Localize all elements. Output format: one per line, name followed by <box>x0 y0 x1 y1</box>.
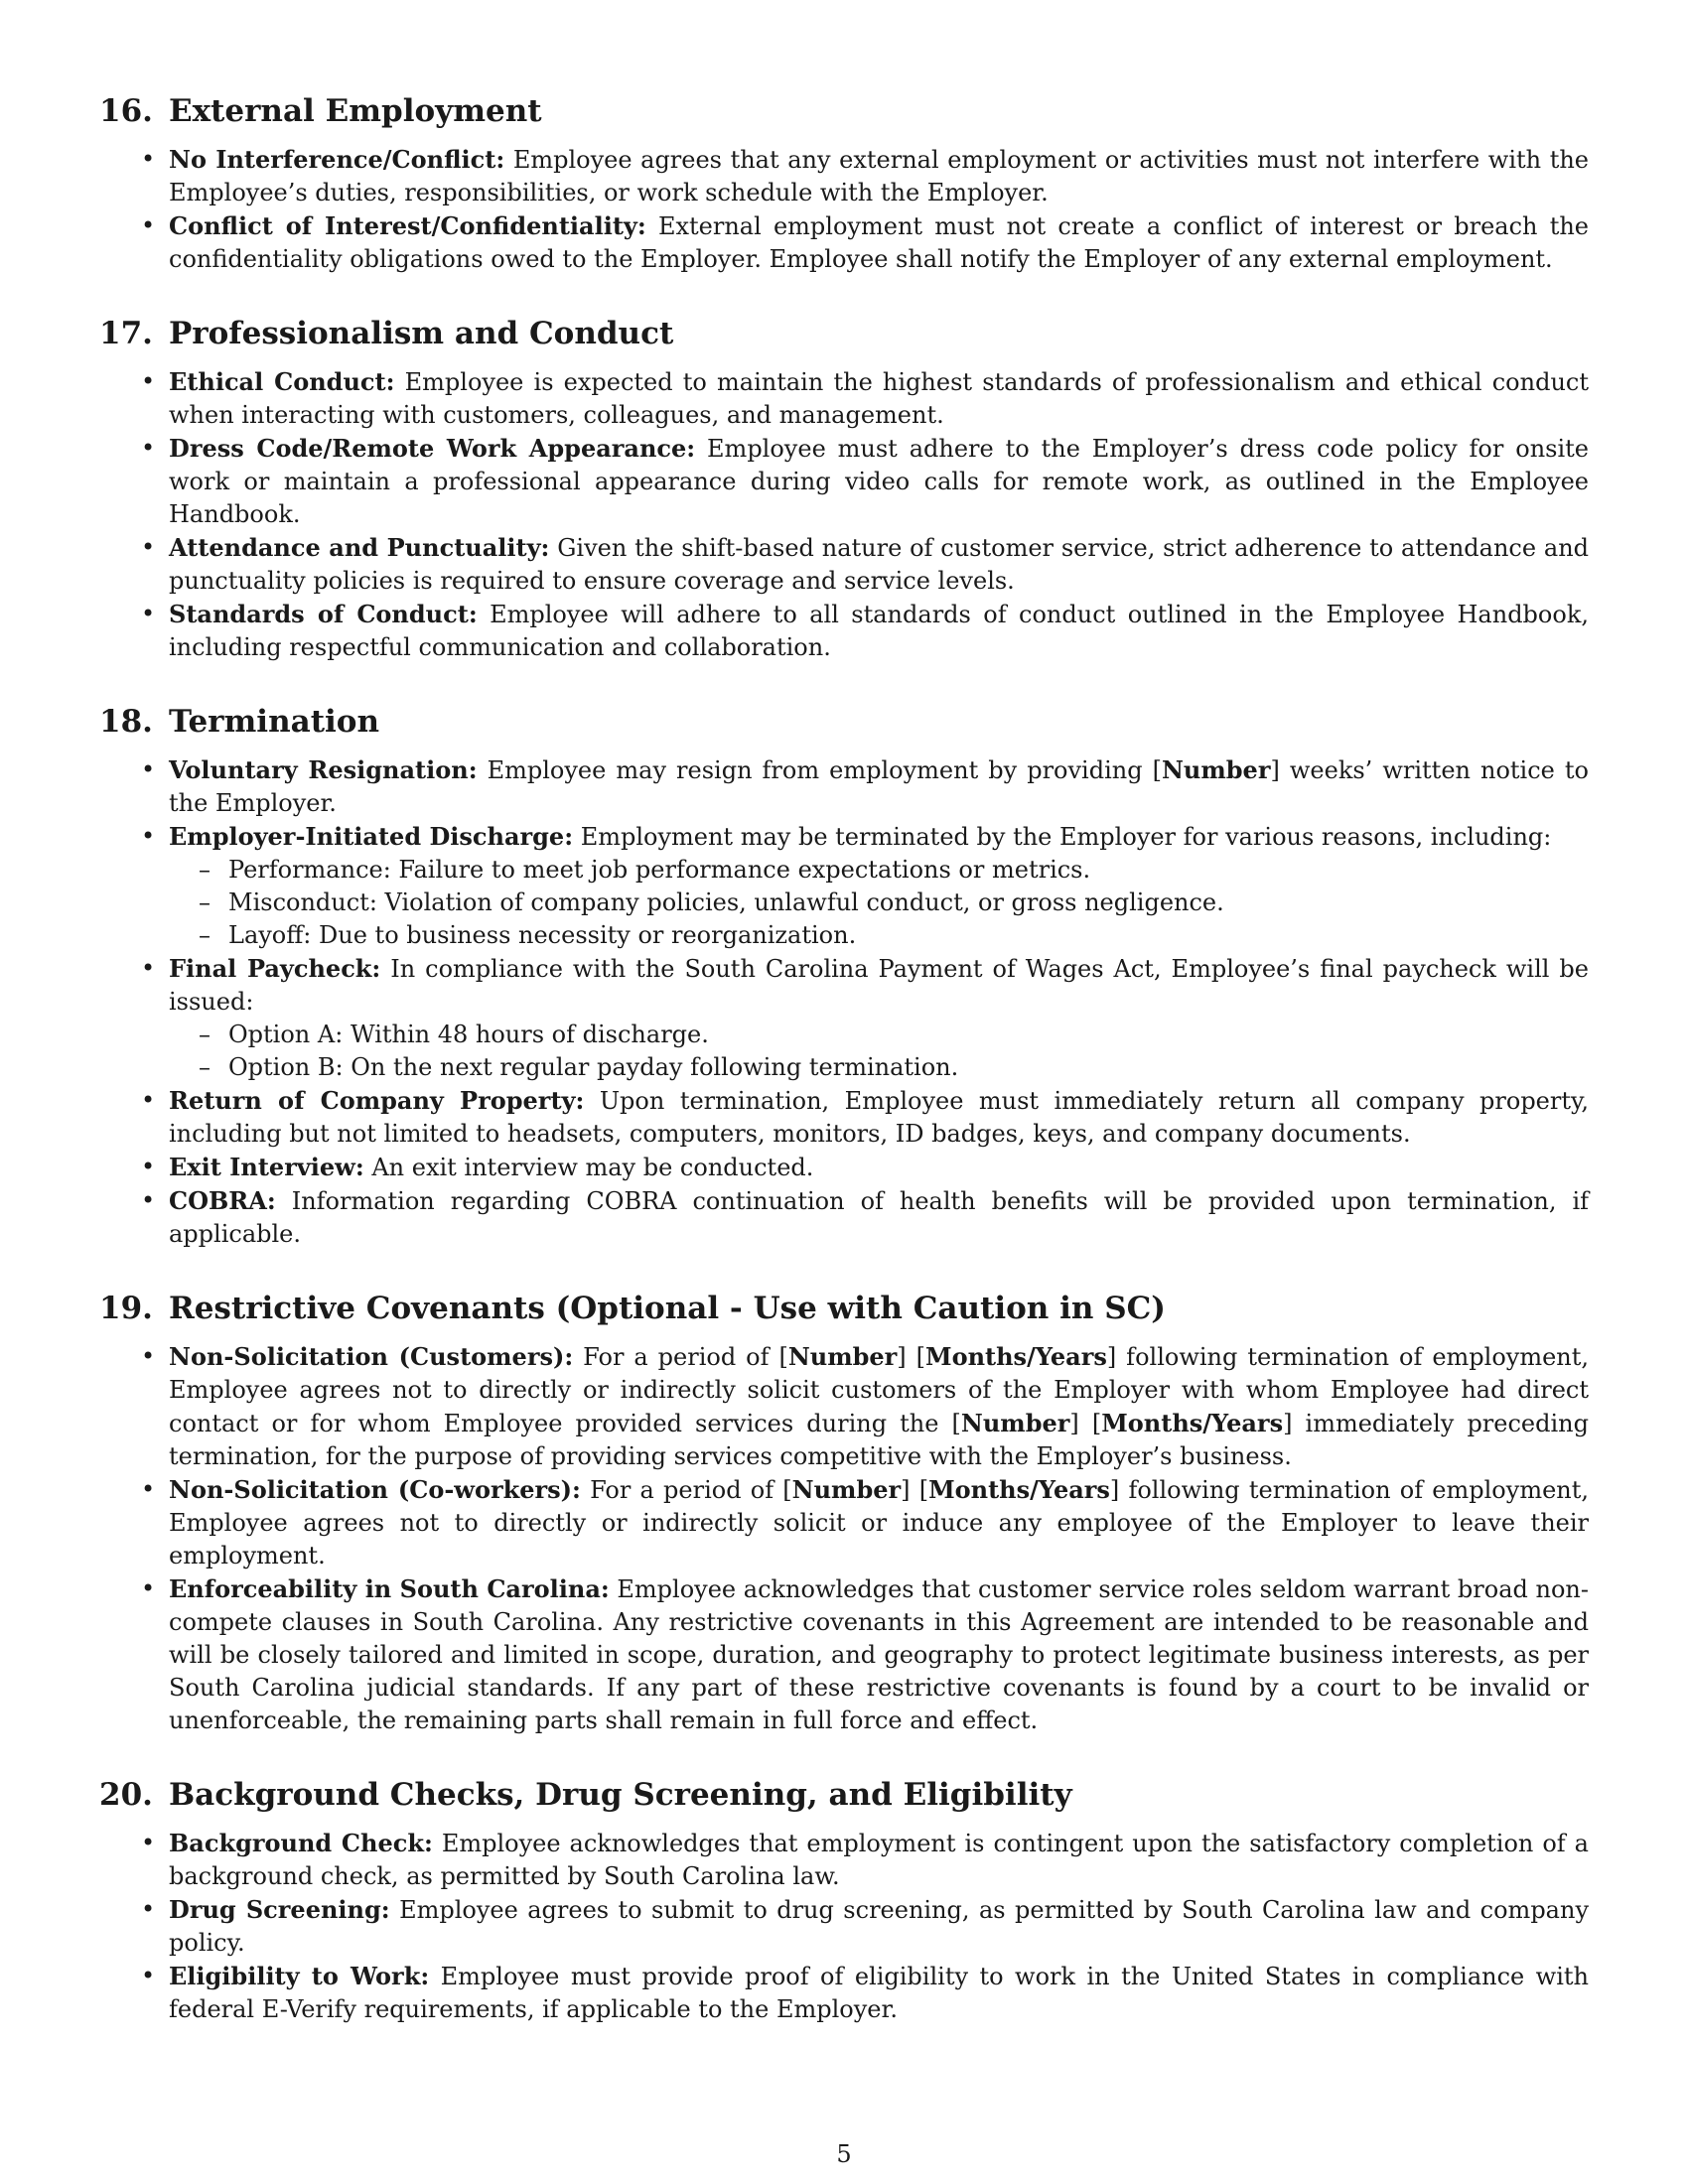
bullet-list <box>99 365 1589 664</box>
section-background-checks <box>99 1775 1589 2026</box>
bullet-list <box>99 1340 1589 1737</box>
section-professionalism <box>99 314 1589 664</box>
list-item: • Voluntary Resignation: Employee may resign from employment by providing [Number] weeks’ written notice to the Employer. <box>169 753 1589 820</box>
list-item: • Eligibility to Work: Employee must provide proof of eligibility to work in the United States in compliance with federal E-Verify requirements, if applicable to the Employer. <box>169 1960 1589 2026</box>
section-heading: 18. Termination <box>99 704 380 740</box>
bullet-list <box>99 143 1589 276</box>
sub-list-item: – Performance: Failure to meet job performance expectations or metrics. <box>228 854 1589 887</box>
list-item: • Standards of Conduct: Employee will adhere to all standards of conduct outlined in the Employee Handbook, including respectful communication and collaboration. <box>169 598 1589 664</box>
list-item: • Background Check: Employee acknowledges that employment is contingent upon the satisfactory completion of a background check, as permitted by South Carolina law. <box>169 1827 1589 1893</box>
list-item: • Non-Solicitation (Co-workers): For a period of [Number] [Months/Years] following termination of employment, Employee agrees not to directly or indirectly solicit or induce any employee of the Employer to leave their employment. <box>169 1473 1589 1572</box>
list-item: • Drug Screening: Employee agrees to submit to drug screening, as permitted by South Carolina law and company policy. <box>169 1893 1589 1960</box>
list-item: • Enforceability in South Carolina: Employee acknowledges that customer service roles seldom warrant broad non-compete clauses in South Carolina. Any restrictive covenants in this Agreement are intended to be reasonable and will be closely tailored and limited in scope, duration, and geography to protect legitimate business interests, as per South Carolina judicial standards. If any part of these restrictive covenants is found by a court to be invalid or unenforceable, the remaining parts shall remain in full force and effect. <box>169 1572 1589 1737</box>
list-item: • Conflict of Interest/Confidentiality: External employment must not create a conflict of interest or breach the confidentiality obligations owed to the Employer. Employee shall notify the Employer of any external employment. <box>169 209 1589 276</box>
section-termination <box>99 702 1589 1251</box>
sub-list <box>169 854 1589 952</box>
section-heading: 19. Restrictive Covenants (Optional - Use with Caution in SC) <box>99 1291 1166 1326</box>
sub-list-item: – Misconduct: Violation of company policies, unlawful conduct, or gross negligence. <box>228 887 1589 919</box>
document-page <box>99 91 1589 2064</box>
bullet-list <box>99 753 1589 1251</box>
list-item: • Final Paycheck: In compliance with the South Carolina Payment of Wages Act, Employee’s final paycheck will be issued: – Option A: Within 48 hours of discharge. – Option B: On the next regular payday following termination. <box>169 952 1589 1084</box>
section-heading: 17. Professionalism and Conduct <box>99 316 674 351</box>
list-item: • Attendance and Punctuality: Given the shift-based nature of customer service, strict adherence to attendance and punctuality policies is required to ensure coverage and service levels. <box>169 531 1589 598</box>
bullet-list <box>99 1827 1589 2026</box>
section-external-employment <box>99 91 1589 276</box>
list-item: • Non-Solicitation (Customers): For a period of [Number] [Months/Years] following termination of employment, Employee agrees not to directly or indirectly solicit customers of the Employer with whom Employee had direct contact or for whom Employee provided services during the [Number] [Months/Years] immediately preceding termination, for the purpose of providing services competitive with the Employer’s business. <box>169 1340 1589 1473</box>
section-restrictive-covenants <box>99 1289 1589 1737</box>
section-heading: 20. Background Checks, Drug Screening, and Eligibility <box>99 1777 1072 1813</box>
list-item: • Ethical Conduct: Employee is expected to maintain the highest standards of professionalism and ethical conduct when interacting with customers, colleagues, and management. <box>169 365 1589 432</box>
list-item: • Employer-Initiated Discharge: Employment may be terminated by the Employer for various reasons, including: – Performance: Failure to meet job performance expectations or metrics. – Misconduct: Violation of company policies, unlawful conduct, or gross negligence. – Layoff: Due to business necessity or reorganization. <box>169 820 1589 952</box>
list-item: • Return of Company Property: Upon termination, Employee must immediately return all company property, including but not limited to headsets, computers, monitors, ID badges, keys, and company documents. <box>169 1084 1589 1151</box>
sub-list <box>169 1019 1589 1084</box>
sub-list-item: – Layoff: Due to business necessity or reorganization. <box>228 919 1589 952</box>
sub-list-item: – Option A: Within 48 hours of discharge. <box>228 1019 1589 1051</box>
list-item: • COBRA: Information regarding COBRA continuation of health benefits will be provided upon termination, if applicable. <box>169 1184 1589 1251</box>
list-item: • Exit Interview: An exit interview may be conducted. <box>169 1151 1589 1184</box>
section-heading: 16. External Employment <box>99 93 542 129</box>
page-number: 5 <box>836 2140 852 2168</box>
sub-list-item: – Option B: On the next regular payday following termination. <box>228 1051 1589 1084</box>
list-item: • Dress Code/Remote Work Appearance: Employee must adhere to the Employer’s dress code policy for onsite work or maintain a professional appearance during video calls for remote work, as outlined in the Employee Handbook. <box>169 432 1589 531</box>
list-item: • No Interference/Conflict: Employee agrees that any external employment or activities must not interfere with the Employee’s duties, responsibilities, or work schedule with the Employer. <box>169 143 1589 209</box>
